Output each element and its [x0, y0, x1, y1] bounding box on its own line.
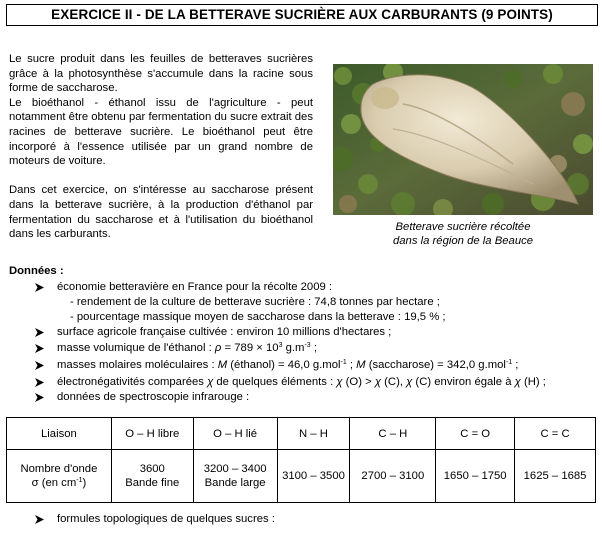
intro-text [9, 52, 313, 242]
arrow-bullet-icon [35, 344, 44, 353]
table-header-row [7, 418, 596, 450]
table-row [7, 450, 596, 503]
arrow-bullet-icon [35, 393, 44, 402]
data-item-electronegativity: électronégativités comparées χ de quelques éléments : χ (O) > χ (C), χ (C) environ égale à χ (H) ; [57, 376, 546, 388]
arrow-bullet-icon [35, 361, 44, 370]
table-cell: 2700 – 3100 [350, 450, 436, 503]
data-item-molar-masses: masses molaires moléculaires : M (éthanol) = 46,0 g.mol$^{-1}$ ; M (saccharose) = 342,0 g.mol$^{-1}$ ; [57, 359, 519, 371]
intro-paragraph-1: Le sucre produit dans les feuilles de betteraves sucrières grâce à la photosynthèse s'accumule dans la racine sous forme de saccharose. [9, 53, 313, 95]
data-subitem-yield: - rendement de la culture de betterave sucrière : 74,8 tonnes par hectare ; [70, 296, 440, 308]
table-header-cell: N – H [277, 418, 350, 450]
table-header-cell: O – H lié [193, 418, 277, 450]
table-cell: 3100 – 3500 [277, 450, 350, 503]
ir-spectroscopy-table [6, 417, 596, 503]
data-item-ir: données de spectroscopie infrarouge : [57, 391, 250, 403]
caption-line-2: dans la région de la Beauce [392, 235, 534, 248]
table-header-cell: O – H libre [111, 418, 193, 450]
data-heading: Données : [9, 265, 64, 277]
table-cell: 3600 Bande fine [111, 450, 193, 503]
table-cell: 1650 – 1750 [436, 450, 515, 503]
table-header-cell: C = O [436, 418, 515, 450]
caption-line-1: Betterave sucrière récoltée [395, 221, 531, 233]
data-item-economy: économie betteravière en France pour la récolte 2009 : [57, 281, 333, 293]
arrow-bullet-icon [35, 283, 44, 292]
arrow-bullet-icon [35, 515, 44, 524]
sugar-beet-photo [333, 64, 593, 215]
photo-caption [333, 220, 593, 249]
table-header-cell: C – H [350, 418, 436, 450]
table-header-cell: Liaison [7, 418, 112, 450]
table-cell: 3200 – 3400 Bande large [193, 450, 277, 503]
table-cell: 1625 – 1685 [515, 450, 596, 503]
exercise-title: EXERCICE II - DE LA BETTERAVE SUCRIÈRE AUX CARBURANTS (9 POINTS) [6, 4, 598, 26]
data-item-density: masse volumique de l'éthanol : $\rho = 789 \times 10^3$ $g.m^{-3}$ ; [57, 342, 317, 354]
arrow-bullet-icon [35, 328, 44, 337]
data-item-surface: surface agricole française cultivée : environ 10 millions d'hectares ; [57, 326, 392, 338]
table-header-cell: C = C [515, 418, 596, 450]
table-row-label: Nombre d'onde σ (en $cm^{-1}$) [7, 450, 112, 503]
intro-paragraph-2: Le bioéthanol - éthanol issu de l'agriculture - peut notamment être obtenu par fermentation du sucre extrait des racines de betterave sucrière. Le bioéthanol peut être incorporé à l'essence utilisée par un grand nombre de moteurs de voiture. [9, 96, 313, 168]
intro-paragraph-3: Dans cet exercice, on s'intéresse au saccharose présent dans la betterave sucrière, à la production d'éthanol par fermentation du saccharose et à l'utilisation du bioéthanol dans les carburants. [9, 184, 313, 241]
arrow-bullet-icon [35, 378, 44, 387]
data-item-sugars-label: formules topologiques de quelques sucres : [57, 513, 275, 525]
data-subitem-percentage: - pourcentage massique moyen de saccharose dans la betterave : 19,5 % ; [70, 311, 446, 323]
